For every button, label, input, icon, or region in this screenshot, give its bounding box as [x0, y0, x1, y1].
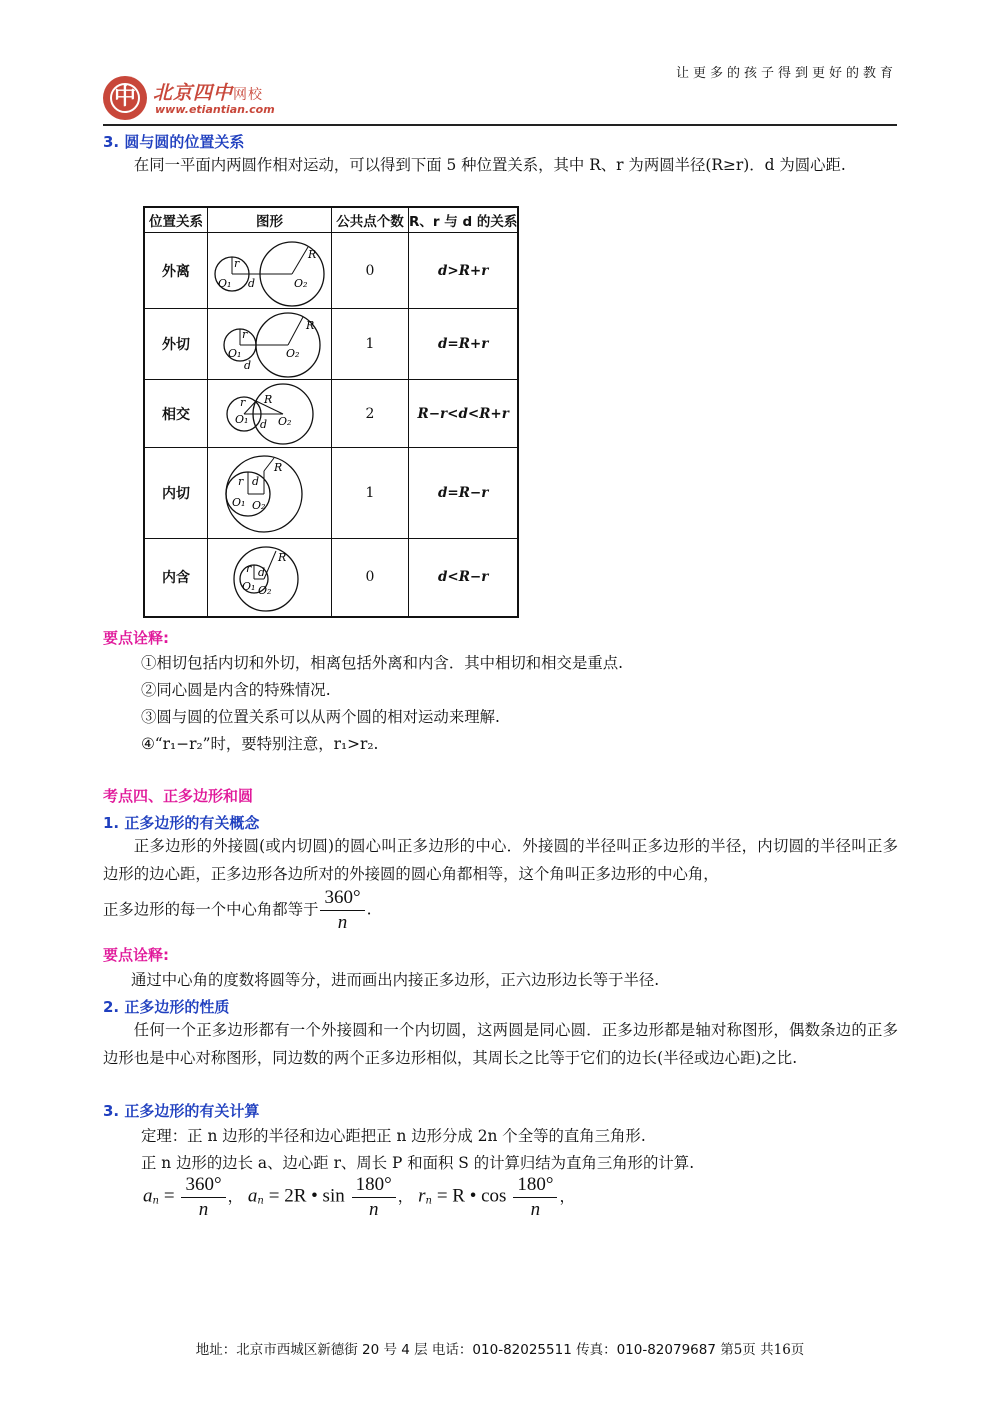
relation-name: 外切	[144, 309, 208, 380]
relation-name: 外离	[144, 233, 208, 309]
label-r: r	[246, 562, 252, 576]
sub1-text: 正多边形的外接圆(或内切圆)的圆心叫正多边形的中心．外接圆的半径叫正多边形的半径，内切圆的半径叫正多边形的边心距，正多边形各边所对的外接圆的圆心角都相等，这个角叫正多边形的中心角，	[103, 837, 898, 883]
apothem-rhs: = R • cos	[436, 1185, 507, 1207]
note-item: ①相切包括内切和外切，相离包括外离和内含．其中相切和相交是重点.	[141, 654, 624, 672]
header-divider	[103, 124, 897, 126]
sub2-text: 任何一个正多边形都有一个外接圆和一个内切圆，这两圆是同心圆．正多边形都是轴对称图形，偶数条边的正多边形也是中心对称图形，同边数的两个正多边形相似，其周长之比等于它们的边长(半径或边心距)之比.	[103, 1021, 898, 1067]
label-r: r	[238, 474, 244, 488]
separator: ，	[397, 1187, 414, 1206]
relation-name: 相交	[144, 380, 208, 448]
label-d: d	[248, 276, 256, 290]
fraction-denominator: n	[530, 1199, 541, 1220]
relation-formula: d=R−r	[409, 448, 519, 539]
label-R: R	[306, 319, 315, 332]
subscript-n: n	[425, 1195, 432, 1207]
fraction-numerator: 180°	[513, 1173, 557, 1198]
figure-cell	[208, 233, 332, 309]
label-d: d	[260, 417, 268, 431]
table-row	[144, 380, 518, 448]
label-R: R	[274, 460, 283, 474]
side-angle-fraction	[181, 1173, 225, 1222]
label-r: r	[240, 395, 246, 409]
formula-a: a	[247, 1185, 258, 1207]
sub3-line2: 正 n 边形的边长 a、边心距 r、周长 P 和面积 S 的计算归结为直角三角形的计算.	[141, 1154, 695, 1172]
fraction-numerator: 360°	[320, 886, 364, 911]
relation-name: 内切	[144, 448, 208, 539]
relation-name: 内含	[144, 539, 208, 617]
table-header: 图形	[208, 207, 332, 233]
common-point-count: 0	[332, 233, 409, 309]
label-R: R	[308, 247, 317, 261]
table-row	[144, 233, 518, 309]
common-point-count: 0	[332, 539, 409, 617]
note-item: ②同心圆是内含的特殊情况.	[141, 681, 331, 699]
section3-intro: 在同一平面内两圆作相对运动，可以得到下面 5 种位置关系，其中 R、r 为两圆半径(R≥r)．d 为圆心距.	[133, 156, 846, 174]
table-row	[144, 448, 518, 539]
subscript-n: n	[257, 1195, 264, 1207]
sin-fraction	[352, 1173, 396, 1222]
figure-cell	[208, 539, 332, 617]
logo-name	[153, 78, 263, 105]
label-O1: O₁	[235, 412, 249, 426]
fraction-denominator: n	[368, 1199, 379, 1220]
label-d: d	[252, 474, 260, 488]
figure-cell	[208, 380, 332, 448]
table-row	[144, 309, 518, 380]
internally-tangent-figure	[208, 449, 331, 538]
central-angle-fraction	[320, 886, 364, 935]
notes2-text: 通过中心角的度数将圆等分，进而画出内接正多边形，正六边形边长等于半径.	[131, 971, 660, 989]
label-r: r	[234, 256, 240, 270]
common-point-count: 1	[332, 448, 409, 539]
subscript-n: n	[152, 1195, 159, 1207]
relation-formula: d=R+r	[409, 309, 519, 380]
side-length-rhs: = 2R • sin	[268, 1185, 345, 1207]
sub3-title: 3. 正多边形的有关计算	[103, 1102, 260, 1120]
fraction-numerator: 360°	[181, 1173, 225, 1198]
table-row	[144, 539, 518, 617]
label-O2: O₂	[286, 347, 300, 360]
polygon-formulas	[143, 1173, 575, 1222]
separator: ，	[559, 1187, 575, 1206]
page-footer	[0, 1338, 1000, 1358]
section3-title: 3. 圆与圆的位置关系	[103, 133, 245, 151]
logo	[103, 76, 323, 126]
sub1-formula-line	[103, 886, 372, 935]
formula-a: a	[143, 1185, 153, 1207]
relation-formula: d>R+r	[409, 233, 519, 309]
figure-cell	[208, 448, 332, 539]
common-point-count: 2	[332, 380, 409, 448]
table-header: R、r 与 d 的关系	[409, 207, 519, 233]
label-R: R	[278, 551, 287, 565]
logo-glyph: 中	[113, 85, 136, 110]
logo-name-small: 网校	[233, 87, 264, 103]
label-O1: O₁	[242, 580, 256, 594]
cos-fraction	[513, 1173, 557, 1222]
table-header-row	[144, 207, 518, 233]
period: .	[366, 900, 372, 919]
figure-cell	[208, 309, 332, 380]
table-header: 位置关系	[144, 207, 208, 233]
externally-tangent-figure	[208, 309, 331, 379]
label-d: d	[258, 566, 266, 580]
label-O1: O₁	[218, 276, 232, 290]
sub3-theorem: 定理：正 n 边形的半径和边心距把正 n 边形分成 2n 个全等的直角三角形.	[141, 1127, 646, 1145]
logo-url: www.etiantian.com	[155, 103, 275, 116]
common-point-count: 1	[332, 309, 409, 380]
kaodian4-title: 考点四、正多边形和圆	[103, 787, 254, 805]
fraction-denominator: n	[198, 1199, 209, 1220]
contained-circles-figure	[208, 539, 331, 615]
label-O2: O₂	[278, 414, 292, 428]
fraction-numerator: 180°	[352, 1173, 396, 1198]
intersecting-circles-figure	[208, 381, 331, 447]
separator: ，	[227, 1187, 243, 1206]
header-slogan: 让更多的孩子得到更好的教育	[675, 66, 897, 81]
label-r: r	[242, 328, 248, 341]
label-O2: O₂	[258, 584, 272, 598]
label-O1: O₁	[232, 495, 246, 509]
page-number: 第5页 共16页	[720, 1342, 805, 1358]
label-O2: O₂	[294, 276, 308, 290]
table-header: 公共点个数	[332, 207, 409, 233]
label-R: R	[264, 392, 273, 406]
sub2-title: 2. 正多边形的性质	[103, 998, 230, 1016]
logo-name-main: 北京四中	[153, 82, 234, 104]
label-d: d	[244, 359, 252, 372]
relation-formula: d<R−r	[409, 539, 519, 617]
sub1-title: 1. 正多边形的有关概念	[103, 814, 260, 832]
sub1-text-end: 正多边形的每一个中心角都等于	[103, 900, 319, 919]
note-item: ④“r₁−r₂”时，要特别注意，r₁>r₂.	[141, 735, 379, 753]
footer-address: 地址：北京市西城区新德街 20 号 4 层 电话：010-82025511 传真：010-82079687	[195, 1342, 716, 1358]
note-item: ③圆与圆的位置关系可以从两个圆的相对运动来理解.	[141, 708, 500, 726]
label-O1: O₁	[228, 347, 242, 360]
relation-formula: R−r<d<R+r	[409, 380, 519, 448]
notes1-title: 要点诠释:	[103, 629, 169, 647]
circle-relations-table	[143, 206, 519, 618]
fraction-denominator: n	[337, 912, 348, 933]
equals: =	[163, 1185, 175, 1207]
separate-circles-figure	[208, 234, 331, 308]
formula-r: r	[418, 1185, 426, 1207]
label-O2: O₂	[252, 498, 266, 512]
notes2-title: 要点诠释:	[103, 946, 169, 964]
